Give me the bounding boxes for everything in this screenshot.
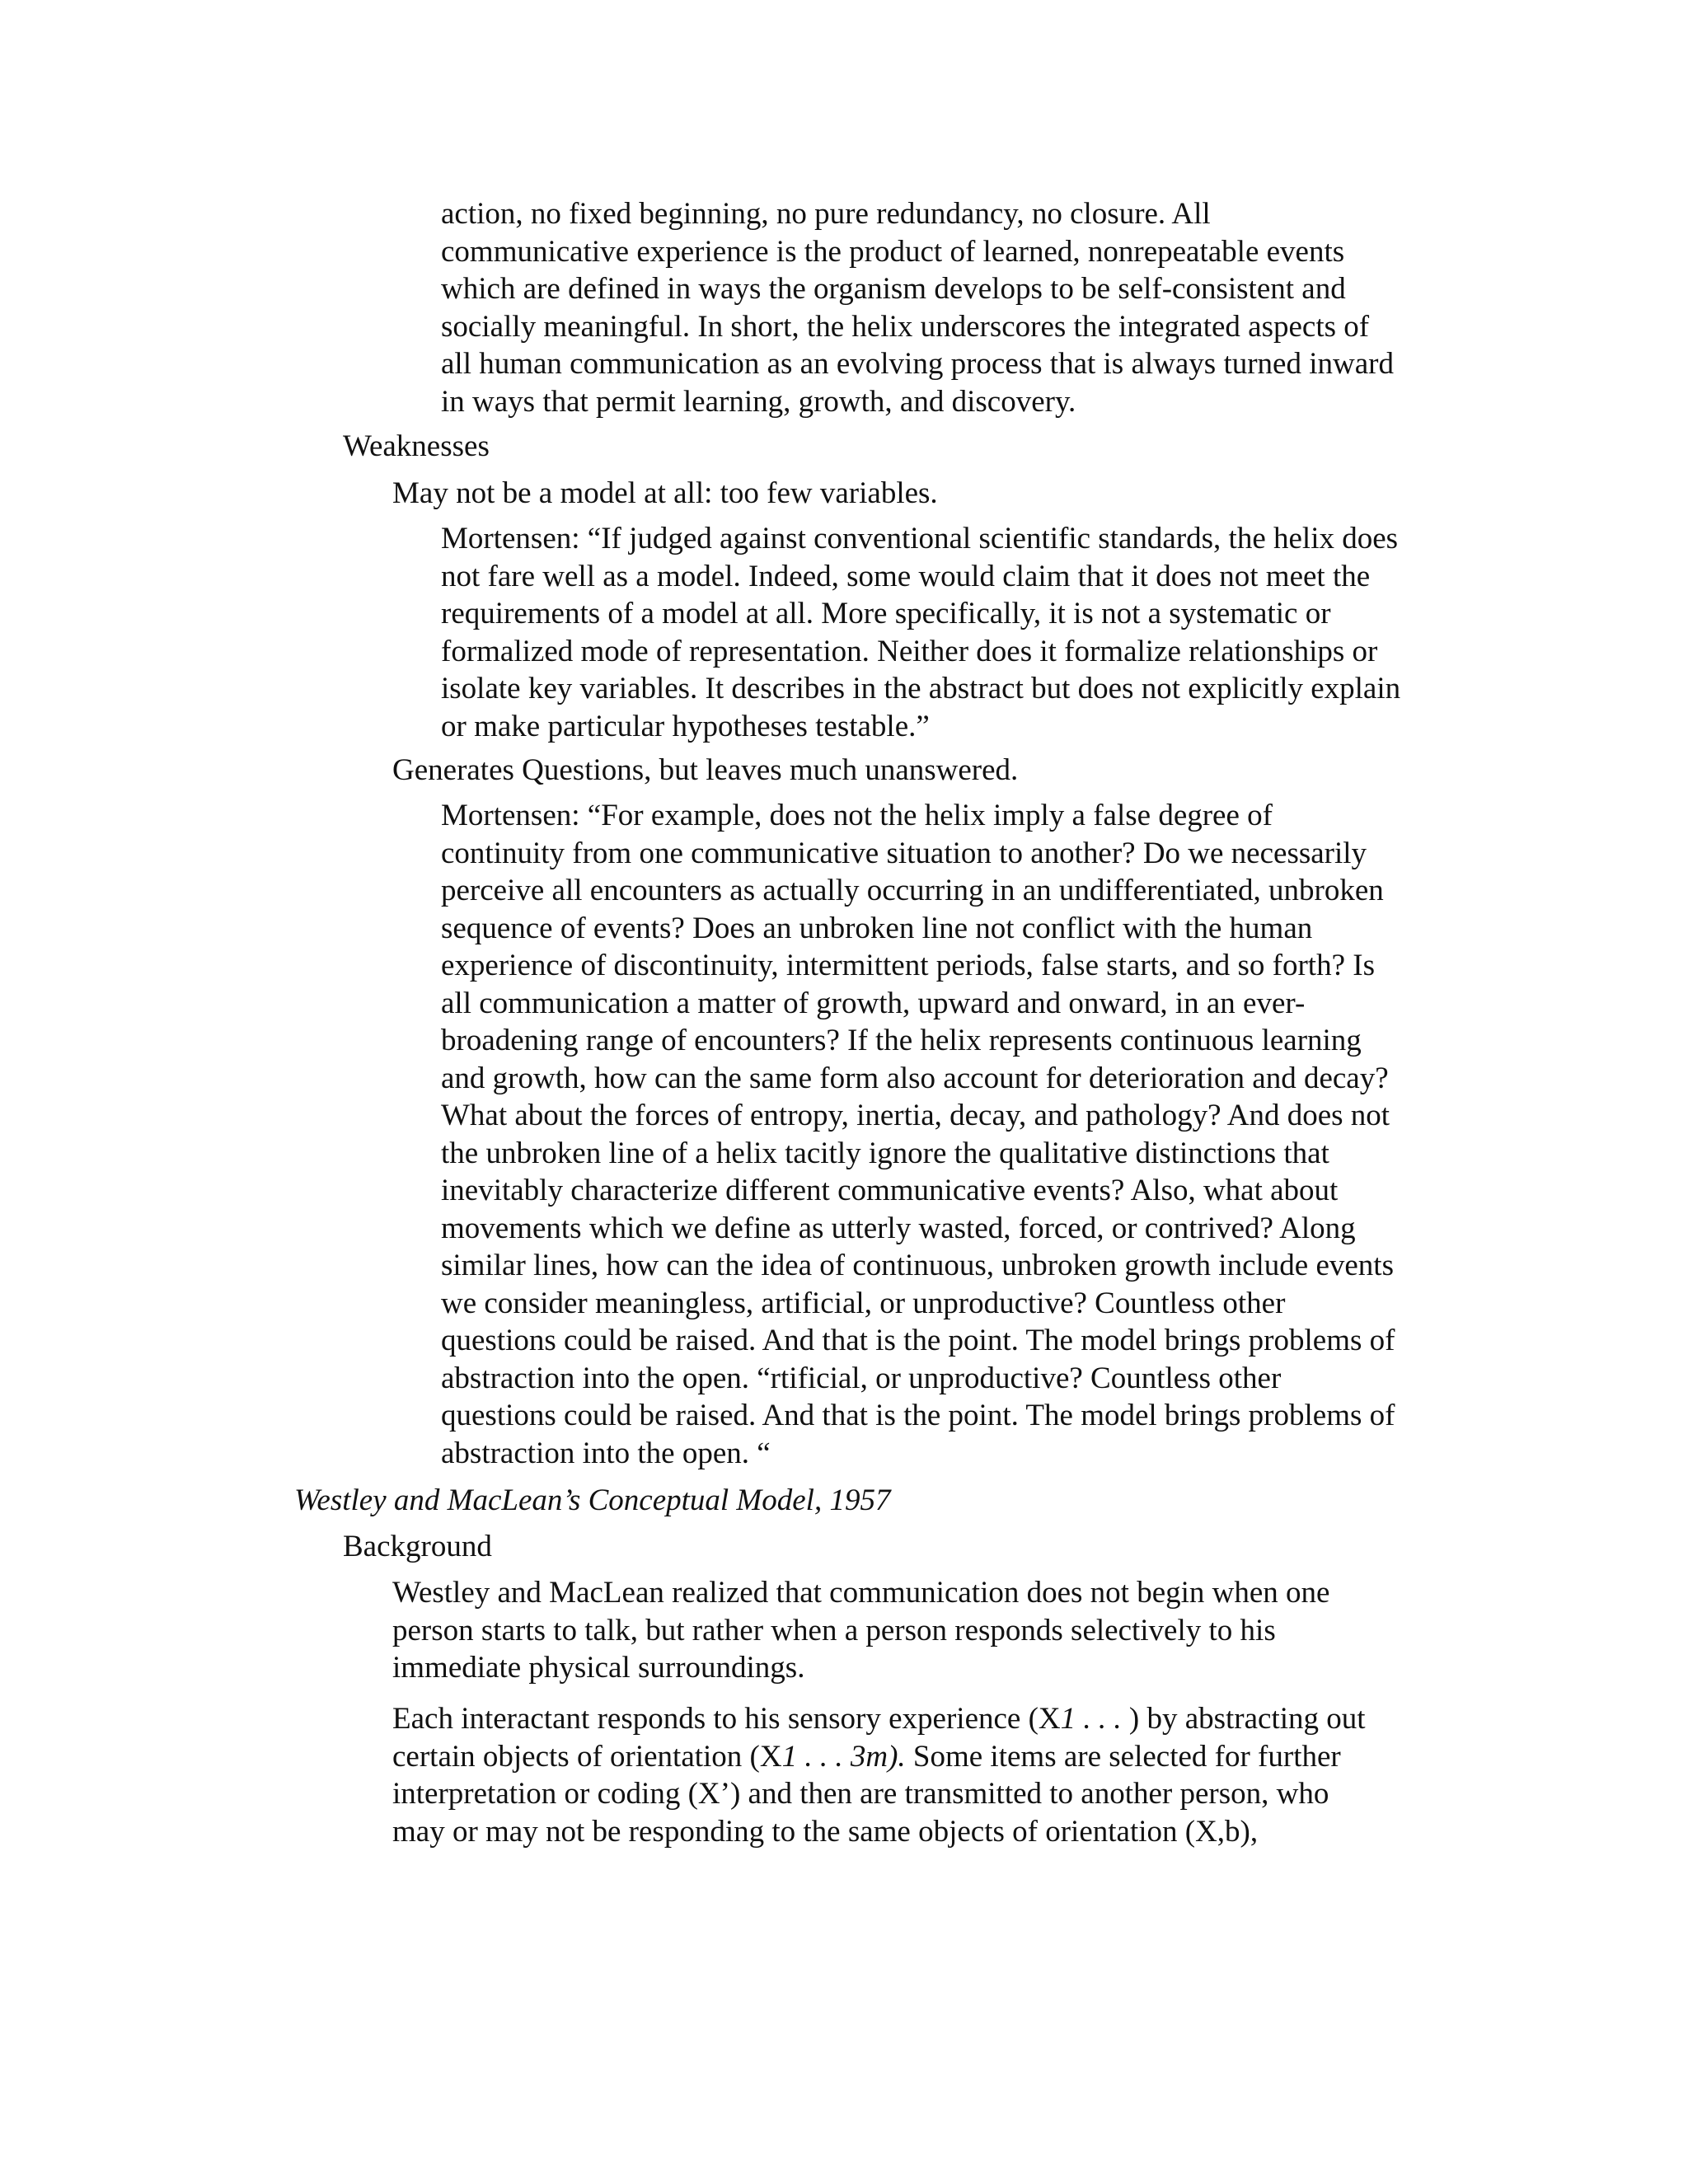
- quote-line: isolate key variables. It describes in the abstract but does not explicitly explain: [441, 672, 1401, 705]
- italic-run: 1 . . . 3m).: [781, 1739, 906, 1774]
- paragraph-line: in ways that permit learning, growth, and discovery.: [441, 384, 1076, 419]
- quote-line: the unbroken line of a helix tacitly ignore the qualitative distinctions that: [441, 1136, 1329, 1170]
- paragraph-line: interpretation or coding (X’) and then are transmitted to another person, who: [392, 1777, 1329, 1811]
- quote-line: formalized mode of representation. Neither does it formalize relationships or: [441, 634, 1378, 668]
- quote-line: perceive all encounters as actually occurring in an undifferentiated, unbroken: [441, 874, 1384, 907]
- quote-line: not fare well as a model. Indeed, some would claim that it does not meet the: [441, 559, 1371, 593]
- quote-line: experience of discontinuity, intermittent periods, false starts, and so forth? Is: [441, 949, 1375, 982]
- quote-line: all communication a matter of growth, upward and onward, in an ever-: [441, 986, 1306, 1020]
- paragraph-line: [392, 1738, 1480, 1776]
- text-run: Some items are selected for further: [905, 1739, 1341, 1774]
- helix-conclusion-paragraph: [441, 195, 1479, 420]
- paragraph-line: communicative experience is the product of learned, nonrepeatable events: [441, 234, 1345, 269]
- quote-line: we consider meaningless, artificial, or unproductive? Countless other: [441, 1286, 1286, 1320]
- paragraph-line: [392, 1700, 1480, 1738]
- paragraph-line: person starts to talk, but rather when a person responds selectively to his: [392, 1613, 1276, 1647]
- weakness-point-1: May not be a model at all: too few variables.: [392, 476, 938, 510]
- section-title: Westley and MacLean’s Conceptual Model, 1957: [294, 1483, 891, 1517]
- quote-line: and growth, how can the same form also account for deterioration and decay?: [441, 1061, 1389, 1095]
- text-run: certain objects of orientation (X: [392, 1739, 782, 1774]
- quote-line: movements which we define as utterly wasted, forced, or contrived? Along: [441, 1211, 1356, 1245]
- quote-line: abstraction into the open. “rtificial, or unproductive? Countless other: [441, 1361, 1282, 1395]
- quote-line: similar lines, how can the idea of continuous, unbroken growth include events: [441, 1249, 1394, 1282]
- background-point-1: [392, 1574, 1480, 1687]
- paragraph-line: which are defined in ways the organism develops to be self-consistent and: [441, 272, 1346, 306]
- quote-line: What about the forces of entropy, inertia, decay, and pathology? And does not: [441, 1099, 1390, 1132]
- background-point-2: [392, 1700, 1480, 1850]
- weakness-point-2: Generates Questions, but leaves much unanswered.: [392, 753, 1019, 787]
- paragraph-line: may or may not be responding to the same objects of orientation (X,b),: [392, 1814, 1259, 1849]
- quote-line: sequence of events? Does an unbroken line not conflict with the human: [441, 911, 1313, 945]
- background-heading: Background: [343, 1530, 492, 1563]
- quote-line: questions could be raised. And that is the point. The model brings problems of: [441, 1399, 1395, 1432]
- quote-line: Mortensen: “If judged against conventional scientific standards, the helix does: [441, 522, 1399, 555]
- quote-line: questions could be raised. And that is the point. The model brings problems of: [441, 1324, 1395, 1357]
- weaknesses-heading: Weaknesses: [343, 429, 490, 463]
- weakness-quote-2: [441, 797, 1479, 1472]
- paragraph-line: Westley and MacLean realized that communication does not begin when one: [392, 1576, 1330, 1610]
- paragraph-line: all human communication as an evolving process that is always turned inward: [441, 347, 1394, 381]
- italic-run: 1 . . .: [1060, 1702, 1122, 1736]
- paragraph-line: socially meaningful. In short, the helix underscores the integrated aspects of: [441, 309, 1370, 344]
- quote-line: or make particular hypotheses testable.”: [441, 709, 930, 743]
- quote-line: requirements of a model at all. More specifically, it is not a systematic or: [441, 597, 1331, 630]
- paragraph-line: immediate physical surroundings.: [392, 1651, 805, 1685]
- text-run: Each interactant responds to his sensory experience (X: [392, 1702, 1061, 1736]
- quote-line: inevitably characterize different communicative events? Also, what about: [441, 1174, 1339, 1207]
- paragraph-line: action, no fixed beginning, no pure redundancy, no closure. All: [441, 197, 1211, 231]
- text-run: ) by abstracting out: [1121, 1702, 1366, 1736]
- quote-line: broadening range of encounters? If the helix represents continuous learning: [441, 1024, 1362, 1057]
- quote-line: Mortensen: “For example, does not the helix imply a false degree of: [441, 799, 1273, 832]
- weakness-quote-1: [441, 520, 1479, 745]
- quote-line: continuity from one communicative situation to another? Do we necessarily: [441, 836, 1367, 870]
- quote-line: abstraction into the open. “: [441, 1436, 771, 1470]
